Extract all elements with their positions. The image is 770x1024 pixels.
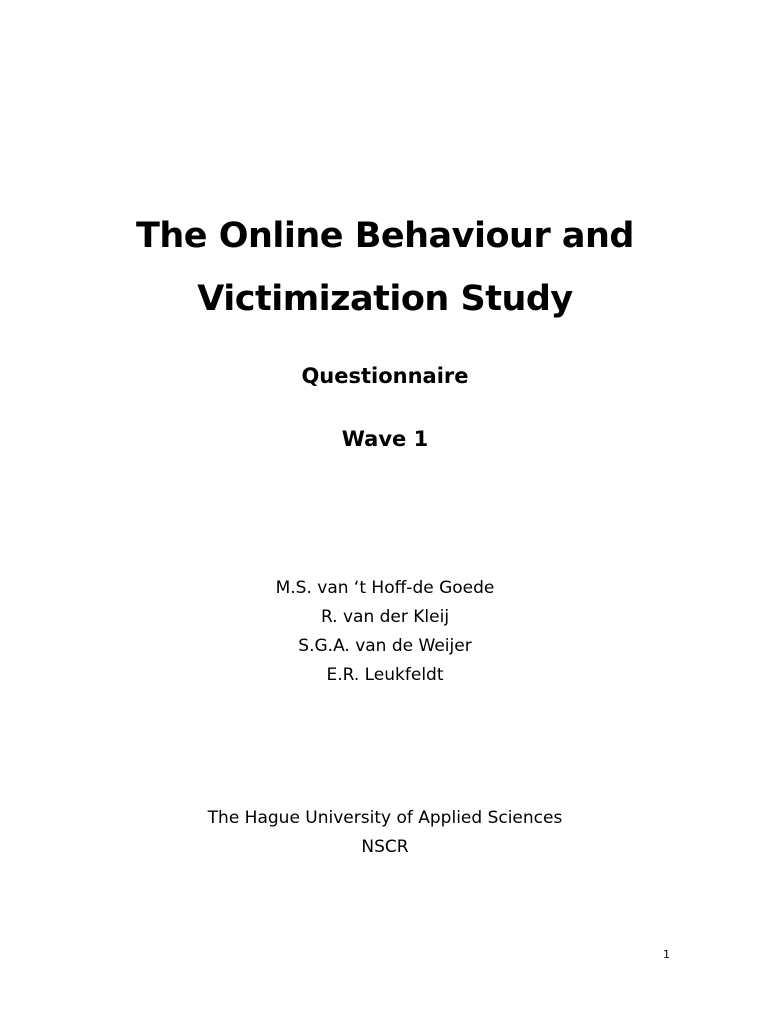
title-line-2: Victimization Study: [197, 279, 573, 319]
title-line-1: The Online Behaviour and: [136, 216, 634, 256]
page-number: 1: [663, 948, 670, 961]
affiliation-name: The Hague University of Applied Sciences: [207, 808, 563, 828]
author-name: R. van der Kleij: [320, 607, 450, 627]
document-subtitle: Questionnaire: [301, 364, 469, 388]
author-name: E.R. Leukfeldt: [326, 665, 444, 685]
author-list: [0, 574, 770, 690]
wave-label: Wave 1: [341, 427, 429, 451]
affiliation-name: NSCR: [361, 837, 409, 857]
affiliation-list: [0, 804, 770, 862]
author-name: M.S. van ‘t Hoff-de Goede: [275, 578, 495, 598]
author-name: S.G.A. van de Weijer: [298, 636, 472, 656]
